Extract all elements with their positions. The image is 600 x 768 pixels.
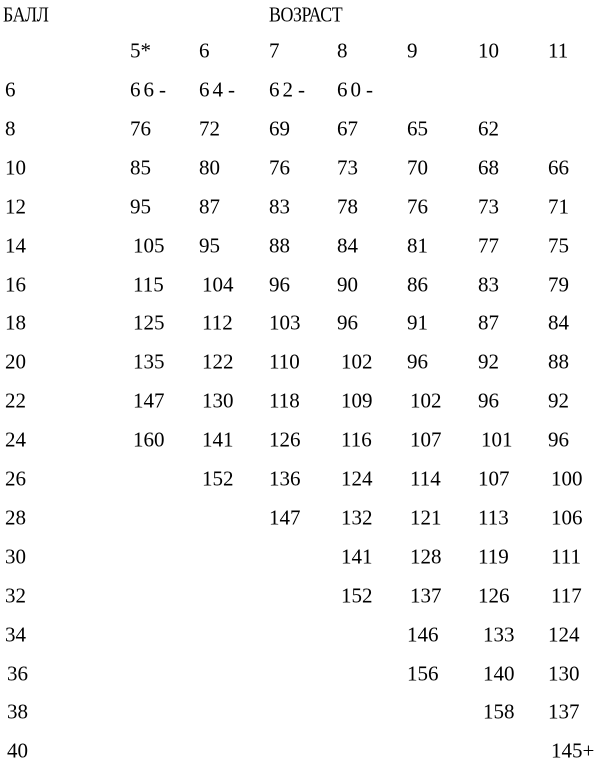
value-cell: 66- — [130, 77, 166, 102]
value-cell: 80 — [199, 155, 220, 180]
value-cell: 76 — [407, 194, 428, 219]
value-cell: 103 — [269, 310, 301, 335]
value-cell: 96 — [478, 388, 499, 413]
score-cell: 14 — [5, 233, 26, 258]
age-header-cell: 10 — [478, 38, 499, 63]
value-cell: 115 — [133, 272, 164, 296]
value-cell: 83 — [269, 194, 290, 219]
value-cell: 64- — [199, 77, 235, 102]
value-cell: 84 — [337, 233, 358, 258]
value-cell: 116 — [341, 427, 372, 452]
age-header-cell: 6 — [199, 38, 210, 63]
value-cell: 96 — [407, 349, 428, 374]
value-cell: 60- — [337, 77, 373, 102]
score-cell: 8 — [5, 116, 16, 141]
value-cell: 95 — [199, 233, 220, 258]
score-cell: 12 — [5, 194, 26, 219]
age-header-cell: 7 — [269, 38, 280, 63]
value-cell: 124 — [341, 466, 373, 491]
value-cell: 147 — [269, 505, 301, 530]
value-cell: 91 — [407, 310, 428, 335]
score-cell: 10 — [5, 155, 26, 180]
age-header-cell: 5* — [130, 38, 151, 63]
value-cell: 152 — [341, 583, 373, 608]
value-cell: 87 — [199, 194, 220, 219]
value-cell: 141 — [341, 544, 373, 569]
value-cell: 140 — [483, 661, 515, 685]
value-cell: 152 — [202, 466, 234, 491]
score-cell: 16 — [5, 272, 26, 296]
value-cell: 81 — [407, 233, 428, 258]
value-cell: 86 — [407, 272, 428, 296]
value-cell: 90 — [337, 272, 358, 296]
value-cell: 84 — [548, 310, 569, 335]
value-cell: 100 — [551, 466, 583, 491]
value-cell: 67 — [337, 116, 358, 141]
value-cell: 65 — [407, 116, 428, 141]
value-cell: 121 — [410, 505, 442, 530]
value-cell: 73 — [337, 155, 358, 180]
value-cell: 130 — [202, 388, 234, 413]
value-cell: 137 — [410, 583, 442, 608]
value-cell: 69 — [269, 116, 290, 141]
value-cell: 133 — [483, 622, 515, 647]
value-cell: 71 — [548, 194, 569, 219]
value-cell: 85 — [130, 155, 151, 180]
age-header-cell: 11 — [548, 38, 569, 63]
value-cell: 96 — [548, 427, 569, 452]
value-cell: 137 — [548, 699, 580, 724]
value-cell: 128 — [410, 544, 442, 569]
score-cell: 40 — [7, 738, 28, 763]
age-header-cell: 8 — [337, 38, 348, 63]
value-cell: 145+ — [551, 738, 595, 763]
value-cell: 136 — [269, 466, 301, 491]
value-cell: 87 — [478, 310, 499, 335]
score-column-header: БАЛЛ — [3, 2, 49, 27]
value-cell: 106 — [551, 505, 583, 530]
value-cell: 126 — [478, 583, 510, 608]
value-cell: 130 — [548, 661, 580, 685]
score-cell: 32 — [5, 583, 26, 608]
score-cell: 22 — [5, 388, 26, 413]
value-cell: 124 — [548, 622, 580, 647]
value-cell: 119 — [478, 544, 509, 569]
value-cell: 77 — [478, 233, 499, 258]
value-cell: 112 — [202, 310, 233, 335]
value-cell: 83 — [478, 272, 499, 296]
score-cell: 28 — [5, 505, 26, 530]
score-cell: 18 — [5, 310, 26, 335]
value-cell: 160 — [133, 427, 165, 452]
score-cell: 26 — [5, 466, 26, 491]
value-cell: 92 — [478, 349, 499, 374]
value-cell: 105 — [133, 233, 165, 258]
score-cell: 38 — [7, 699, 28, 724]
value-cell: 95 — [130, 194, 151, 219]
value-cell: 70 — [407, 155, 428, 180]
value-cell: 118 — [269, 388, 300, 413]
value-cell: 78 — [337, 194, 358, 219]
value-cell: 88 — [269, 233, 290, 258]
value-cell: 111 — [551, 544, 581, 569]
value-cell: 96 — [269, 272, 290, 296]
value-cell: 62 — [478, 116, 499, 141]
value-cell: 125 — [133, 310, 165, 335]
value-cell: 66 — [548, 155, 569, 180]
value-cell: 156 — [407, 661, 439, 685]
value-cell: 113 — [478, 505, 509, 530]
score-cell: 20 — [5, 349, 26, 374]
value-cell: 122 — [202, 349, 234, 374]
value-cell: 109 — [341, 388, 373, 413]
value-cell: 72 — [199, 116, 220, 141]
value-cell: 146 — [407, 622, 439, 647]
value-cell: 101 — [481, 427, 513, 452]
value-cell: 73 — [478, 194, 499, 219]
value-cell: 92 — [548, 388, 569, 413]
value-cell: 62- — [269, 77, 305, 102]
value-cell: 132 — [341, 505, 373, 530]
value-cell: 147 — [133, 388, 165, 413]
value-cell: 75 — [548, 233, 569, 258]
value-cell: 102 — [410, 388, 442, 413]
value-cell: 68 — [478, 155, 499, 180]
value-cell: 88 — [548, 349, 569, 374]
value-cell: 79 — [548, 272, 569, 296]
value-cell: 117 — [551, 583, 582, 608]
value-cell: 126 — [269, 427, 301, 452]
score-cell: 24 — [5, 427, 26, 452]
value-cell: 135 — [133, 349, 165, 374]
value-cell: 107 — [478, 466, 510, 491]
value-cell: 107 — [410, 427, 442, 452]
value-cell: 104 — [202, 272, 234, 296]
value-cell: 76 — [269, 155, 290, 180]
score-cell: 34 — [5, 622, 26, 647]
value-cell: 158 — [483, 699, 515, 724]
age-group-header: ВОЗРАСТ — [269, 2, 343, 27]
value-cell: 114 — [410, 466, 441, 491]
value-cell: 102 — [341, 349, 373, 374]
score-cell: 6 — [5, 77, 16, 102]
score-cell: 30 — [5, 544, 26, 569]
value-cell: 141 — [202, 427, 234, 452]
value-cell: 110 — [269, 349, 300, 374]
score-cell: 36 — [7, 661, 28, 685]
value-cell: 76 — [130, 116, 151, 141]
value-cell: 96 — [337, 310, 358, 335]
age-header-cell: 9 — [407, 38, 418, 63]
